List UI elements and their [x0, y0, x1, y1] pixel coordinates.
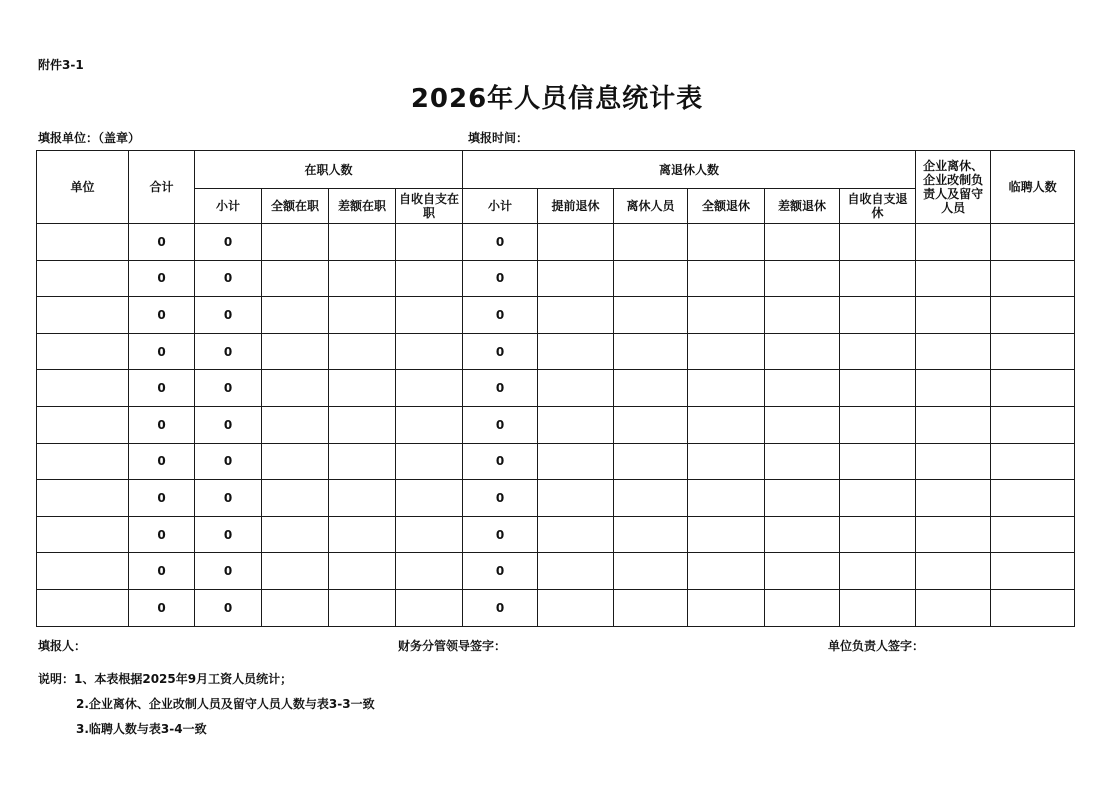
empty-cell [840, 553, 916, 590]
cell-active-subtotal: 0 [195, 589, 262, 626]
fill-time-label: 填报时间： [468, 131, 529, 145]
cell-total: 0 [129, 370, 195, 407]
empty-cell [614, 224, 688, 261]
empty-cell [262, 406, 329, 443]
col-header-active-subtotal: 小计 [195, 189, 262, 224]
cell-total: 0 [129, 297, 195, 334]
cell-total: 0 [129, 260, 195, 297]
empty-cell [991, 443, 1075, 480]
group-header-retired: 离退休人数 [463, 151, 916, 189]
empty-cell [262, 553, 329, 590]
empty-cell [37, 370, 129, 407]
group-header-active: 在职人数 [195, 151, 463, 189]
empty-cell [538, 553, 614, 590]
empty-cell [840, 443, 916, 480]
cell-retired-subtotal: 0 [463, 333, 538, 370]
empty-cell [37, 297, 129, 334]
empty-cell [329, 224, 396, 261]
table-body [37, 224, 1075, 627]
empty-cell [688, 589, 765, 626]
empty-cell [614, 516, 688, 553]
cell-total: 0 [129, 480, 195, 517]
empty-cell [614, 333, 688, 370]
empty-cell [840, 516, 916, 553]
empty-cell [991, 260, 1075, 297]
empty-cell [538, 589, 614, 626]
table-row [37, 333, 1075, 370]
empty-cell [916, 516, 991, 553]
cell-retired-subtotal: 0 [463, 516, 538, 553]
empty-cell [396, 406, 463, 443]
empty-cell [262, 480, 329, 517]
empty-cell [538, 297, 614, 334]
col-header-temp: 临聘人数 [991, 151, 1075, 224]
table-row [37, 370, 1075, 407]
empty-cell [396, 516, 463, 553]
empty-cell [329, 443, 396, 480]
empty-cell [614, 370, 688, 407]
cell-active-subtotal: 0 [195, 406, 262, 443]
empty-cell [538, 260, 614, 297]
cell-active-subtotal: 0 [195, 516, 262, 553]
empty-cell [765, 297, 840, 334]
page-title: 2026年人员信息统计表 [410, 84, 704, 114]
empty-cell [916, 297, 991, 334]
empty-cell [991, 370, 1075, 407]
empty-cell [614, 406, 688, 443]
empty-cell [916, 333, 991, 370]
cell-active-subtotal: 0 [195, 260, 262, 297]
unit-head-sign-label: 单位负责人签字： [828, 639, 925, 653]
empty-cell [329, 553, 396, 590]
empty-cell [538, 406, 614, 443]
empty-cell [765, 553, 840, 590]
empty-cell [688, 480, 765, 517]
empty-cell [262, 516, 329, 553]
empty-cell [396, 589, 463, 626]
empty-cell [765, 589, 840, 626]
cell-active-subtotal: 0 [195, 297, 262, 334]
empty-cell [916, 224, 991, 261]
col-header-active-self: 自收自支在职 [396, 189, 463, 224]
empty-cell [396, 260, 463, 297]
header-row-1 [37, 151, 1075, 189]
empty-cell [765, 224, 840, 261]
cell-retired-subtotal: 0 [463, 224, 538, 261]
col-header-active-full: 全额在职 [262, 189, 329, 224]
cell-retired-subtotal: 0 [463, 589, 538, 626]
empty-cell [688, 297, 765, 334]
empty-cell [538, 480, 614, 517]
table-row [37, 480, 1075, 517]
empty-cell [538, 370, 614, 407]
cell-active-subtotal: 0 [195, 443, 262, 480]
table-row [37, 443, 1075, 480]
empty-cell [262, 224, 329, 261]
empty-cell [840, 297, 916, 334]
empty-cell [396, 224, 463, 261]
empty-cell [262, 260, 329, 297]
cell-total: 0 [129, 406, 195, 443]
col-header-retired-early: 提前退休 [538, 189, 614, 224]
empty-cell [262, 370, 329, 407]
empty-cell [538, 333, 614, 370]
empty-cell [329, 589, 396, 626]
empty-cell [688, 553, 765, 590]
empty-cell [916, 589, 991, 626]
empty-cell [991, 516, 1075, 553]
col-header-total: 合计 [129, 151, 195, 224]
empty-cell [329, 516, 396, 553]
cell-total: 0 [129, 553, 195, 590]
empty-cell [614, 297, 688, 334]
empty-cell [37, 406, 129, 443]
empty-cell [688, 370, 765, 407]
cell-retired-subtotal: 0 [463, 297, 538, 334]
empty-cell [396, 333, 463, 370]
empty-cell [37, 516, 129, 553]
empty-cell [538, 224, 614, 261]
empty-cell [765, 480, 840, 517]
empty-cell [37, 260, 129, 297]
cell-retired-subtotal: 0 [463, 406, 538, 443]
empty-cell [916, 443, 991, 480]
empty-cell [991, 224, 1075, 261]
empty-cell [329, 297, 396, 334]
table-row [37, 224, 1075, 261]
empty-cell [840, 370, 916, 407]
col-header-unit: 单位 [37, 151, 129, 224]
empty-cell [37, 333, 129, 370]
empty-cell [991, 589, 1075, 626]
empty-cell [916, 553, 991, 590]
empty-cell [765, 516, 840, 553]
empty-cell [916, 370, 991, 407]
table-row [37, 589, 1075, 626]
empty-cell [37, 553, 129, 590]
empty-cell [614, 480, 688, 517]
col-header-retired-lixiu: 离休人员 [614, 189, 688, 224]
empty-cell [765, 333, 840, 370]
table-row [37, 297, 1075, 334]
col-header-retired-diff: 差额退休 [765, 189, 840, 224]
empty-cell [614, 260, 688, 297]
statistics-table [36, 150, 1075, 627]
empty-cell [329, 480, 396, 517]
empty-cell [765, 260, 840, 297]
empty-cell [538, 516, 614, 553]
table-row [37, 553, 1075, 590]
fill-unit-label: 填报单位：（盖章） [38, 131, 141, 145]
col-header-active-diff: 差额在职 [329, 189, 396, 224]
empty-cell [916, 406, 991, 443]
empty-cell [396, 370, 463, 407]
empty-cell [688, 333, 765, 370]
note-3: 3.临聘人数与表3-4一致 [76, 722, 207, 736]
empty-cell [840, 406, 916, 443]
empty-cell [614, 553, 688, 590]
empty-cell [765, 443, 840, 480]
table-row [37, 260, 1075, 297]
cell-retired-subtotal: 0 [463, 260, 538, 297]
empty-cell [329, 370, 396, 407]
empty-cell [840, 589, 916, 626]
empty-cell [991, 553, 1075, 590]
empty-cell [329, 333, 396, 370]
empty-cell [991, 333, 1075, 370]
empty-cell [991, 406, 1075, 443]
cell-retired-subtotal: 0 [463, 553, 538, 590]
table-row [37, 516, 1075, 553]
empty-cell [37, 224, 129, 261]
empty-cell [614, 443, 688, 480]
empty-cell [396, 480, 463, 517]
empty-cell [688, 516, 765, 553]
empty-cell [916, 260, 991, 297]
col-header-retired-subtotal: 小计 [463, 189, 538, 224]
empty-cell [688, 224, 765, 261]
col-header-retired-self: 自收自支退休 [840, 189, 916, 224]
empty-cell [991, 297, 1075, 334]
cell-active-subtotal: 0 [195, 480, 262, 517]
cell-total: 0 [129, 516, 195, 553]
finance-leader-sign-label: 财务分管领导签字： [398, 639, 507, 653]
empty-cell [688, 443, 765, 480]
empty-cell [262, 443, 329, 480]
empty-cell [538, 443, 614, 480]
cell-retired-subtotal: 0 [463, 480, 538, 517]
empty-cell [396, 297, 463, 334]
empty-cell [916, 480, 991, 517]
cell-active-subtotal: 0 [195, 224, 262, 261]
cell-total: 0 [129, 333, 195, 370]
empty-cell [396, 443, 463, 480]
empty-cell [840, 333, 916, 370]
empty-cell [37, 589, 129, 626]
cell-total: 0 [129, 589, 195, 626]
empty-cell [262, 589, 329, 626]
empty-cell [329, 260, 396, 297]
empty-cell [396, 553, 463, 590]
empty-cell [991, 480, 1075, 517]
note-1: 说明：1、本表根据2025年9月工资人员统计； [38, 672, 293, 686]
filler-label: 填报人： [38, 639, 87, 653]
col-header-retired-full: 全额退休 [688, 189, 765, 224]
empty-cell [37, 443, 129, 480]
empty-cell [840, 480, 916, 517]
cell-retired-subtotal: 0 [463, 443, 538, 480]
col-header-enterprise: 企业离休、企业改制负责人及留守人员 [916, 151, 991, 224]
cell-retired-subtotal: 0 [463, 370, 538, 407]
empty-cell [840, 260, 916, 297]
empty-cell [329, 406, 396, 443]
empty-cell [37, 480, 129, 517]
table-row [37, 406, 1075, 443]
cell-active-subtotal: 0 [195, 333, 262, 370]
empty-cell [262, 297, 329, 334]
cell-total: 0 [129, 443, 195, 480]
empty-cell [840, 224, 916, 261]
attachment-label: 附件3-1 [38, 58, 84, 72]
cell-active-subtotal: 0 [195, 370, 262, 407]
cell-total: 0 [129, 224, 195, 261]
empty-cell [688, 406, 765, 443]
empty-cell [262, 333, 329, 370]
empty-cell [688, 260, 765, 297]
empty-cell [765, 406, 840, 443]
note-2: 2.企业离休、企业改制人员及留守人员人数与表3-3一致 [76, 697, 375, 711]
cell-active-subtotal: 0 [195, 553, 262, 590]
empty-cell [765, 370, 840, 407]
empty-cell [614, 589, 688, 626]
